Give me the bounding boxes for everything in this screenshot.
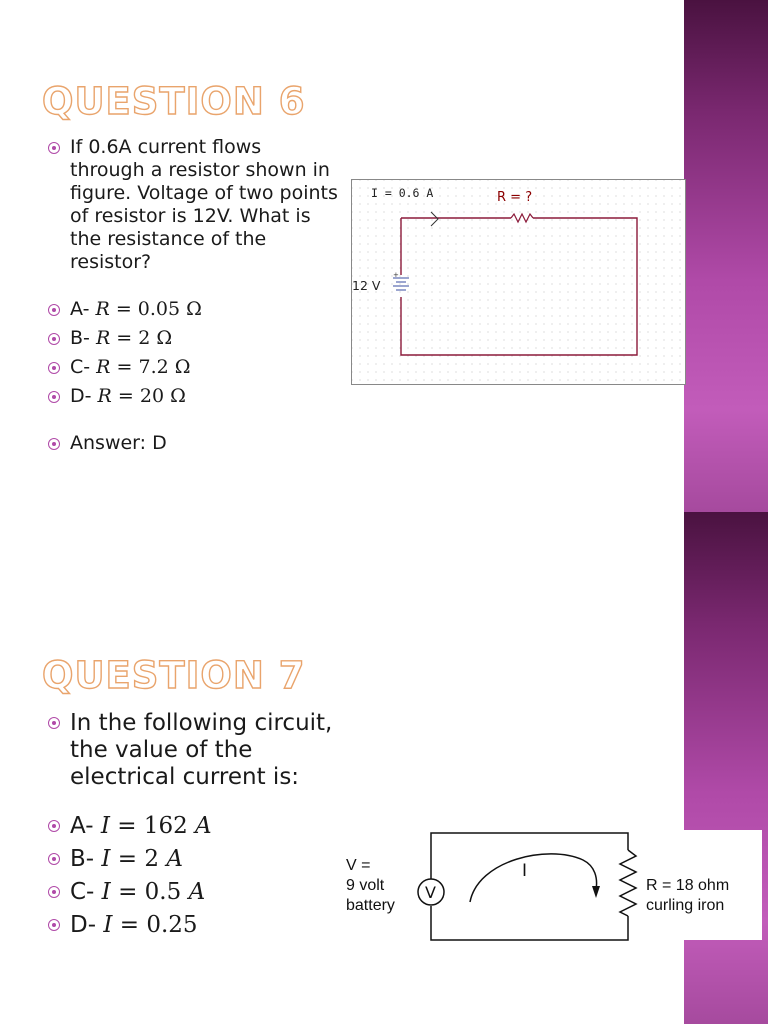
source-label-line1: V = [346,857,371,874]
option-d [48,912,348,939]
option-value: = 7.2 Ω [116,356,191,378]
option-variable: I [103,912,113,938]
option-value: = 2 Ω [116,327,173,349]
resistor-label: R = ? [497,190,533,205]
option-c [48,356,338,379]
slide-question-7 [0,512,768,1024]
option-variable: I [100,813,110,839]
source-label-line3: battery [346,897,395,914]
option-unit: A [195,813,212,839]
slide-title: QUESTION 6 [42,80,306,123]
option-variable: I [101,879,111,905]
option-unit: A [166,846,183,872]
option-c [48,879,348,906]
bullet-icon [48,142,60,154]
option-prefix: C- [70,356,91,378]
question-text: If 0.6A current flows through a resistor shown in figure. Voltage of two points of resistor is 12V. What is the resistance of the resistor? [70,136,338,273]
option-value: = 0.25 [119,912,198,938]
question-list [48,136,338,455]
load-label-line2: curling iron [646,897,725,914]
option-prefix: D- [70,385,92,407]
option-value: = 20 Ω [117,385,186,407]
svg-text:+: + [393,271,399,279]
option-value: = 0.05 Ω [115,298,202,320]
option-d [48,385,338,408]
answer-text: Answer: D [70,432,167,454]
decorative-side-band [684,0,768,512]
option-a [48,298,338,321]
load-label-line1: R = 18 ohm [646,877,730,894]
slide-title: QUESTION 7 [42,654,306,697]
bullet-icon [48,438,60,450]
option-b [48,846,348,873]
option-prefix: C- [70,879,95,905]
bullet-icon [48,304,60,316]
answer-item [48,432,338,455]
current-label: I = 0.6 A [371,186,434,200]
decorative-side-band [684,512,768,1024]
option-b [48,327,338,350]
bullet-icon [48,333,60,345]
circuit-diagram-q7 [338,830,762,940]
option-prefix: B- [70,327,90,349]
option-variable: I [101,846,111,872]
bullet-icon [48,820,60,832]
option-prefix: A- [70,298,90,320]
option-value: = 162 [117,813,188,839]
option-prefix: A- [70,813,94,839]
source-label-line2: 9 volt [346,877,385,894]
option-variable: R [96,356,111,378]
option-prefix: B- [70,846,95,872]
question-text: In the following circuit, the value of the electrical current is: [70,710,333,790]
question-text-item [48,136,338,274]
option-variable: R [95,298,110,320]
option-value: = 2 [117,846,160,872]
question-list [48,710,348,945]
bullet-icon [48,391,60,403]
bullet-icon [48,717,60,729]
option-value: = 0.5 [118,879,182,905]
bullet-icon [48,362,60,374]
question-text-item [48,710,348,791]
bullet-icon [48,853,60,865]
option-variable: R [97,385,112,407]
option-variable: R [95,327,111,349]
option-unit: A [188,879,206,905]
voltage-label: 12 V [352,278,381,293]
option-a [48,813,348,840]
current-symbol: I [522,861,528,881]
bullet-icon [48,919,60,931]
option-prefix: D- [70,912,97,938]
circuit-diagram-q6 [351,179,686,385]
meter-symbol: V [425,883,436,902]
bullet-icon [48,886,60,898]
